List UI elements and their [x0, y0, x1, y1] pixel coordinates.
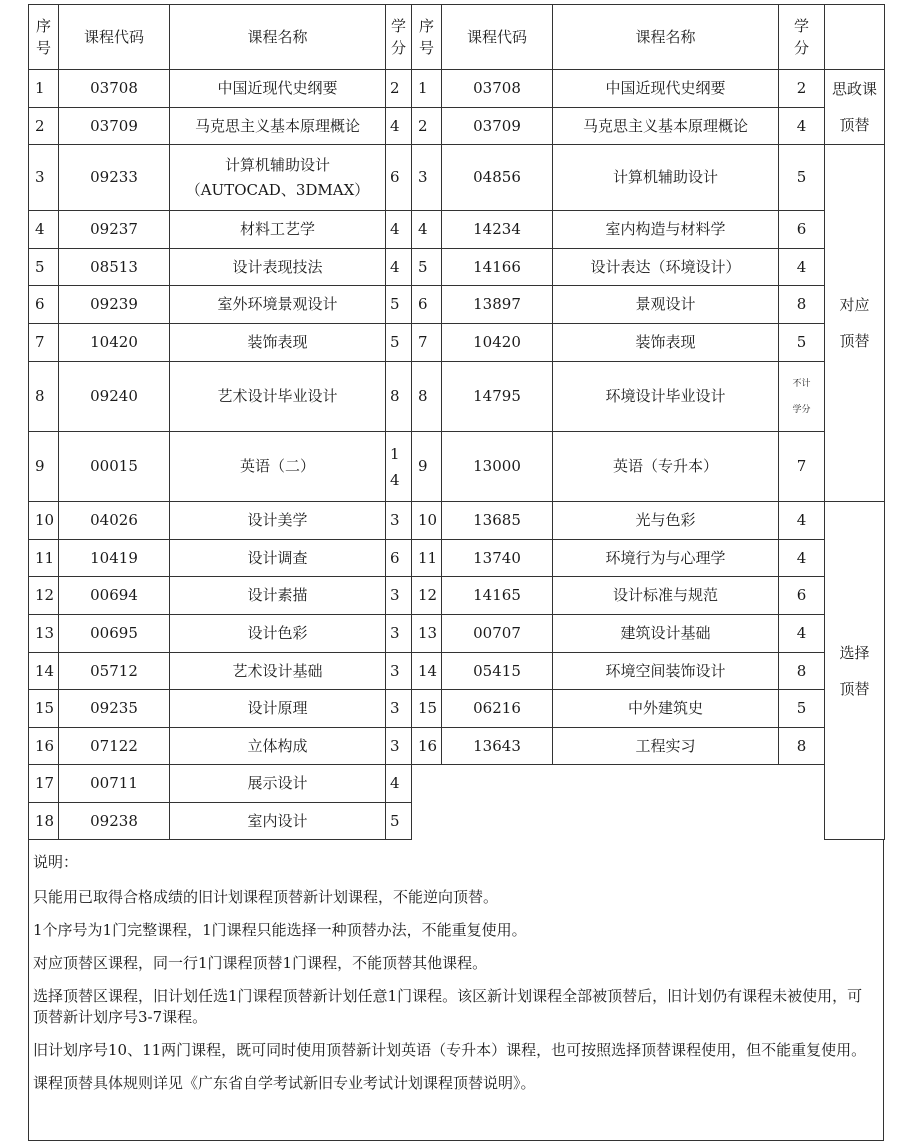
old-seq: 16 — [29, 728, 59, 765]
new-credit-line: 不计 — [792, 378, 811, 389]
table-row — [29, 653, 885, 690]
old-code: 08513 — [59, 249, 170, 286]
new-credit: 8 — [779, 286, 825, 324]
new-code: 13740 — [442, 540, 553, 577]
old-code: 09235 — [59, 690, 170, 728]
old-name — [170, 145, 386, 211]
table-row — [29, 577, 885, 615]
new-code: 13000 — [442, 432, 553, 502]
new-name: 景观设计 — [553, 286, 779, 324]
old-seq: 12 — [29, 577, 59, 615]
new-name: 设计标准与规范 — [553, 577, 779, 615]
group-label-line: 思政课 — [831, 80, 877, 98]
new-credit: 2 — [779, 70, 825, 108]
new-code: 00707 — [442, 615, 553, 653]
notes-title: 说明： — [33, 853, 79, 871]
old-credit: 1 4 — [386, 432, 412, 502]
note-item: 旧计划序号10、11两门课程，既可同时使用顶替新计划英语（专升本）课程，也可按照选择顶替课程使用，但不能重复使用。 — [33, 1041, 867, 1059]
old-seq: 15 — [29, 690, 59, 728]
new-code: 14166 — [442, 249, 553, 286]
new-credit: 5 — [779, 324, 825, 362]
note-item: 1个序号为1门完整课程，1门课程只能选择一种顶替办法，不能重复使用。 — [33, 921, 527, 939]
table-row — [29, 211, 885, 249]
old-code: 00694 — [59, 577, 170, 615]
old-seq: 9 — [29, 432, 59, 502]
old-seq: 8 — [29, 362, 59, 432]
new-name: 计算机辅助设计 — [553, 145, 779, 211]
old-code: 00015 — [59, 432, 170, 502]
header-old-credit: 学 分 — [386, 5, 412, 70]
old-name: 立体构成 — [170, 728, 386, 765]
new-seq: 13 — [412, 615, 442, 653]
old-name: 设计色彩 — [170, 615, 386, 653]
old-credit: 5 — [386, 803, 412, 840]
old-code: 09233 — [59, 145, 170, 211]
old-name: 材料工艺学 — [170, 211, 386, 249]
new-name: 环境行为与心理学 — [553, 540, 779, 577]
old-credit: 3 — [386, 728, 412, 765]
new-code: 04856 — [442, 145, 553, 211]
group-label-line: 顶替 — [839, 116, 870, 134]
old-code: 10419 — [59, 540, 170, 577]
old-name: 室内设计 — [170, 803, 386, 840]
table-row — [29, 432, 885, 502]
new-credit: 5 — [779, 690, 825, 728]
old-credit: 3 — [386, 690, 412, 728]
new-name: 工程实习 — [553, 728, 779, 765]
old-seq: 14 — [29, 653, 59, 690]
old-credit: 3 — [386, 502, 412, 540]
new-seq: 1 — [412, 70, 442, 108]
old-credit: 3 — [386, 577, 412, 615]
new-credit: 7 — [779, 432, 825, 502]
new-seq: 10 — [412, 502, 442, 540]
table-row — [29, 362, 885, 432]
header-old-seq: 序 号 — [29, 5, 59, 70]
old-name: 设计素描 — [170, 577, 386, 615]
new-credit: 4 — [779, 108, 825, 145]
old-name: 展示设计 — [170, 765, 386, 803]
table-row — [29, 690, 885, 728]
table-row — [29, 615, 885, 653]
new-credit: 4 — [779, 502, 825, 540]
group-corresponding — [825, 145, 885, 502]
new-code: 14234 — [442, 211, 553, 249]
old-name: 中国近现代史纲要 — [170, 70, 386, 108]
new-code: 14165 — [442, 577, 553, 615]
table-row — [29, 70, 885, 108]
table-row — [29, 324, 885, 362]
old-credit: 3 — [386, 615, 412, 653]
new-credit-line: 学分 — [792, 404, 811, 415]
old-code: 09237 — [59, 211, 170, 249]
table-row — [29, 502, 885, 540]
old-code: 00695 — [59, 615, 170, 653]
new-code: 13897 — [442, 286, 553, 324]
old-credit: 4 — [386, 249, 412, 286]
old-seq: 18 — [29, 803, 59, 840]
old-name: 设计美学 — [170, 502, 386, 540]
new-name: 环境设计毕业设计 — [553, 362, 779, 432]
old-name: 装饰表现 — [170, 324, 386, 362]
new-seq: 12 — [412, 577, 442, 615]
note-item: 课程顶替具体规则详见《广东省自学考试新旧专业考试计划课程顶替说明》。 — [33, 1074, 536, 1092]
old-name: 艺术设计毕业设计 — [170, 362, 386, 432]
new-name: 中国近现代史纲要 — [553, 70, 779, 108]
header-new-seq: 序 号 — [412, 5, 442, 70]
old-credit: 6 — [386, 145, 412, 211]
new-credit: 8 — [779, 653, 825, 690]
header-old-name: 课程名称 — [170, 5, 386, 70]
new-seq: 9 — [412, 432, 442, 502]
old-seq: 1 — [29, 70, 59, 108]
old-credit: 6 — [386, 540, 412, 577]
new-name: 室内构造与材料学 — [553, 211, 779, 249]
group-label-line: 选择 — [839, 643, 870, 662]
old-credit: 2 — [386, 70, 412, 108]
new-code: 06216 — [442, 690, 553, 728]
group-optional — [825, 502, 885, 840]
table-row — [29, 108, 885, 145]
new-code: 03708 — [442, 70, 553, 108]
new-name: 环境空间装饰设计 — [553, 653, 779, 690]
new-seq: 2 — [412, 108, 442, 145]
new-name: 中外建筑史 — [553, 690, 779, 728]
table-row — [29, 145, 885, 211]
old-credit: 4 — [386, 108, 412, 145]
old-credit: 5 — [386, 286, 412, 324]
new-credit: 8 — [779, 728, 825, 765]
old-seq: 17 — [29, 765, 59, 803]
course-substitution-table — [28, 4, 885, 840]
old-seq: 4 — [29, 211, 59, 249]
new-name: 光与色彩 — [553, 502, 779, 540]
old-code: 09239 — [59, 286, 170, 324]
new-code: 10420 — [442, 324, 553, 362]
new-name: 建筑设计基础 — [553, 615, 779, 653]
new-credit: 4 — [779, 249, 825, 286]
old-name-line: （AUTOCAD、3DMAX） — [185, 180, 370, 199]
new-code: 05415 — [442, 653, 553, 690]
old-credit: 8 — [386, 362, 412, 432]
new-credit: 4 — [779, 540, 825, 577]
old-name: 马克思主义基本原理概论 — [170, 108, 386, 145]
old-seq: 2 — [29, 108, 59, 145]
old-seq: 6 — [29, 286, 59, 324]
new-seq: 5 — [412, 249, 442, 286]
old-code: 04026 — [59, 502, 170, 540]
new-name: 马克思主义基本原理概论 — [553, 108, 779, 145]
new-credit: 4 — [779, 615, 825, 653]
old-code: 03708 — [59, 70, 170, 108]
new-seq: 7 — [412, 324, 442, 362]
old-seq: 13 — [29, 615, 59, 653]
old-name: 室外环境景观设计 — [170, 286, 386, 324]
new-name: 英语（专升本） — [553, 432, 779, 502]
empty-area — [412, 765, 825, 840]
new-seq: 8 — [412, 362, 442, 432]
table-row — [29, 728, 885, 765]
old-seq: 11 — [29, 540, 59, 577]
new-name: 装饰表现 — [553, 324, 779, 362]
new-credit: 6 — [779, 211, 825, 249]
note-item: 只能用已取得合格成绩的旧计划课程顶替新计划课程，不能逆向顶替。 — [33, 888, 499, 906]
new-code: 13643 — [442, 728, 553, 765]
course-substitution-document — [28, 4, 884, 1141]
table-row — [29, 765, 885, 803]
new-seq: 4 — [412, 211, 442, 249]
note-item: 选择顶替区课程，旧计划任选1门课程顶替新计划任意1门课程。该区新计划课程全部被顶替后，旧计划仍有课程未被使用，可顶替新计划序号3-7课程。 — [33, 987, 863, 1026]
old-code: 07122 — [59, 728, 170, 765]
new-code: 03709 — [442, 108, 553, 145]
new-name: 设计表达（环境设计） — [553, 249, 779, 286]
new-credit — [779, 362, 825, 432]
old-name: 设计调查 — [170, 540, 386, 577]
new-credit: 6 — [779, 577, 825, 615]
header-group — [825, 5, 885, 70]
old-seq: 10 — [29, 502, 59, 540]
new-seq: 15 — [412, 690, 442, 728]
header-new-code: 课程代码 — [442, 5, 553, 70]
old-name: 设计表现技法 — [170, 249, 386, 286]
header-new-credit: 学 分 — [779, 5, 825, 70]
notes-section — [28, 840, 884, 1141]
old-code: 03709 — [59, 108, 170, 145]
old-seq: 3 — [29, 145, 59, 211]
table-row — [29, 540, 885, 577]
old-name: 设计原理 — [170, 690, 386, 728]
group-label-line: 顶替 — [839, 332, 870, 350]
old-credit: 4 — [386, 765, 412, 803]
old-credit: 5 — [386, 324, 412, 362]
old-seq: 7 — [29, 324, 59, 362]
new-seq: 11 — [412, 540, 442, 577]
old-code: 10420 — [59, 324, 170, 362]
new-seq: 14 — [412, 653, 442, 690]
old-code: 05712 — [59, 653, 170, 690]
header-old-code: 课程代码 — [59, 5, 170, 70]
new-seq: 6 — [412, 286, 442, 324]
old-code: 00711 — [59, 765, 170, 803]
old-credit: 4 — [386, 211, 412, 249]
table-row — [29, 286, 885, 324]
old-name-line: 计算机辅助设计 — [224, 155, 330, 174]
header-new-name: 课程名称 — [553, 5, 779, 70]
new-seq: 3 — [412, 145, 442, 211]
note-item: 对应顶替区课程，同一行1门课程顶替1门课程，不能顶替其他课程。 — [33, 954, 488, 972]
group-ideology — [825, 70, 885, 145]
header-row — [29, 5, 885, 70]
new-code: 14795 — [442, 362, 553, 432]
new-code: 13685 — [442, 502, 553, 540]
new-credit: 5 — [779, 145, 825, 211]
old-credit: 3 — [386, 653, 412, 690]
old-code: 09238 — [59, 803, 170, 840]
group-label-line: 顶替 — [839, 679, 870, 698]
table-row — [29, 249, 885, 286]
old-seq: 5 — [29, 249, 59, 286]
old-name: 艺术设计基础 — [170, 653, 386, 690]
old-name: 英语（二） — [170, 432, 386, 502]
new-seq: 16 — [412, 728, 442, 765]
group-label-line: 对应 — [839, 296, 870, 314]
old-code: 09240 — [59, 362, 170, 432]
